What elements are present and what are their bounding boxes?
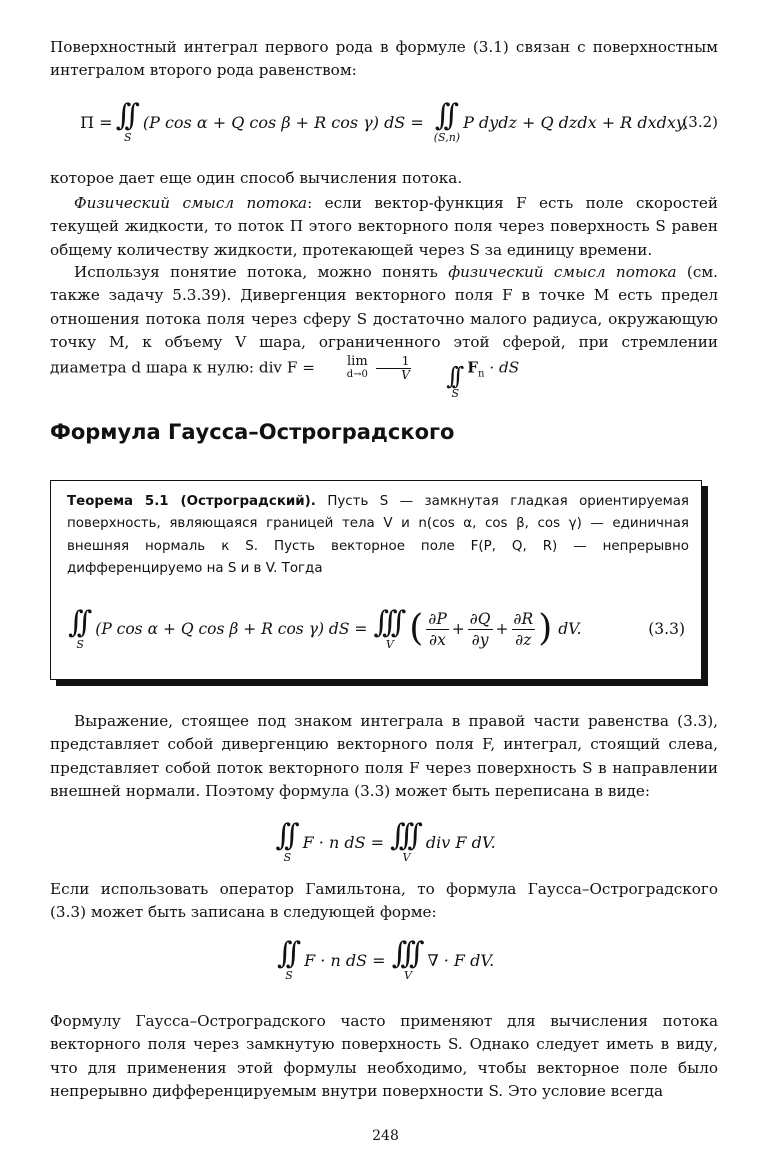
section-heading: Формула Гаусса–Остроградского bbox=[50, 420, 455, 444]
double-integral-icon: ∫∫ (S,n) bbox=[433, 98, 461, 144]
theorem-body: Пусть S — замкнутая гладкая ориентируемая поверхность, являющаяся границей тела V и n(cos α, cos β, cos γ) — единичная внешняя нормаль к S. Пусть векторное поле F(P, Q, R) — непрерывно дифференцируемо на S и в V. Тогда bbox=[67, 494, 689, 577]
eqnabla-sub-v: V bbox=[404, 969, 412, 982]
frac-den: V bbox=[401, 367, 410, 382]
d1-num: ∂P bbox=[428, 609, 447, 628]
eq33-triple-sub: V bbox=[385, 638, 394, 651]
triple-integral-icon: ∫∫∫ V bbox=[391, 936, 418, 982]
eq32-lhs: Π = bbox=[80, 112, 113, 132]
equation-divergence bbox=[50, 812, 718, 872]
d1-den: ∂x bbox=[429, 630, 446, 649]
eqdiv-sub-v: V bbox=[402, 851, 411, 864]
div-integrand: F bbox=[467, 358, 479, 377]
frac-num: 1 bbox=[376, 355, 412, 369]
eq32-number: (3.2) bbox=[682, 113, 718, 131]
div-integrand-sub: n bbox=[478, 368, 485, 380]
hamilton-paragraph: Если использовать оператор Гамильтона, то формула Гаусса–Остроградского (3.3) может быть записана в следующей форме: bbox=[50, 880, 718, 922]
right-paren: ) bbox=[538, 608, 553, 649]
theorem-box bbox=[50, 480, 702, 680]
d3-num: ∂R bbox=[513, 609, 534, 628]
d3-den: ∂z bbox=[515, 630, 532, 649]
equation-3-2 bbox=[50, 92, 718, 152]
theorem-text bbox=[67, 491, 689, 581]
eq32-int2-sub: (S,n) bbox=[433, 131, 461, 144]
eq32-integrand1: (P cos α + Q cos β + R cos γ) dS = bbox=[142, 112, 424, 132]
triple-integral-icon: ∫∫∫ V bbox=[373, 605, 400, 651]
lim-label: lim bbox=[347, 354, 368, 370]
page-number: 248 bbox=[372, 1128, 399, 1144]
physical-meaning-paragraph bbox=[50, 192, 718, 262]
divergence-term: физический смысл потока bbox=[448, 263, 677, 281]
equation-nabla bbox=[50, 930, 718, 990]
eq33-int-sub: S bbox=[76, 638, 84, 651]
one-over-v-fraction bbox=[376, 355, 412, 382]
limit-operator bbox=[323, 355, 368, 381]
divergence-before: Используя понятие потока, можно понять bbox=[74, 263, 449, 281]
double-integral-icon: ∫∫ S bbox=[422, 364, 464, 400]
eqdiv-sub-s: S bbox=[283, 851, 292, 864]
eq33-number: (3.3) bbox=[648, 620, 685, 638]
eq32-int1-sub: S bbox=[123, 131, 132, 144]
lim-sub: d→0 bbox=[346, 369, 368, 381]
left-paren: ( bbox=[409, 608, 424, 649]
intro-paragraph: Поверхностный интеграл первого рода в формуле (3.1) связан с поверхностным интегралом второго рода равенством: bbox=[50, 38, 718, 80]
divergence-after: (см. также задачу 5.3.39). Дивергенция векторного поля F в точке M есть предел отношения потока поля через сферу S достаточно малого радиуса, окружающую точку M, к объему V шара, ограниченного этой сферой, при стремлении диаметра d шара к нулю: div F = bbox=[50, 263, 718, 377]
div-int-sub: S bbox=[451, 387, 459, 401]
physical-meaning-term: Физический смысл потока bbox=[74, 194, 308, 212]
partial-r-fraction bbox=[512, 609, 536, 650]
double-integral-icon: ∫∫ S bbox=[276, 936, 295, 982]
eqdiv-rhs: div F dV. bbox=[425, 832, 496, 852]
eqnabla-rhs: ∇ · F dV. bbox=[427, 950, 495, 970]
eq33-tail: dV. bbox=[558, 620, 582, 638]
div-integrand-tail: · dS bbox=[489, 358, 520, 377]
triple-integral-icon: ∫∫∫ V bbox=[390, 818, 416, 864]
divergence-paragraph bbox=[50, 261, 718, 400]
physical-meaning-text: : если вектор-функция F есть поле скоростей текущей жидкости, то поток Π этого векторного поля через поверхность S равен общему количеству жидкости, протекающей через S за единицу времени. bbox=[50, 194, 718, 259]
closing-paragraph: Формулу Гаусса–Остроградского часто применяют для вычисления потока векторного поля через замкнутую поверхность S. Однако следует иметь в виду, что для применения этой формулы необходимо, чтобы векторное поле было непрерывно дифференцируемым внутри поверхности S. Это условие всегда bbox=[50, 1012, 718, 1101]
theorem-title: Теорема 5.1 (Остроградский). bbox=[67, 494, 316, 509]
eqdiv-lhs: F · n dS = bbox=[302, 832, 385, 852]
plus-sign: + bbox=[495, 620, 509, 638]
d2-den: ∂y bbox=[471, 630, 489, 649]
partial-p-fraction bbox=[426, 609, 448, 650]
eq33-integrand: (P cos α + Q cos β + R cos γ) dS = bbox=[95, 620, 368, 638]
double-integral-icon: ∫∫ S bbox=[115, 98, 133, 144]
after-eq32-text: которое дает еще один способ вычисления потока. bbox=[50, 169, 463, 187]
eqnabla-lhs: F · n dS = bbox=[304, 950, 386, 970]
eqnabla-sub-s: S bbox=[285, 969, 293, 982]
plus-sign: + bbox=[451, 620, 465, 638]
partial-q-fraction bbox=[468, 609, 493, 650]
expression-paragraph: Выражение, стоящее под знаком интеграла в правой части равенства (3.3), представляет собой дивергенцию векторного поля F, интеграл, стоящий слева, представляет собой поток векторного поля F через поверхность S в направлении внешней нормали. Поэтому формула (3.3) может быть переписана в виде: bbox=[50, 712, 718, 801]
double-integral-icon: ∫∫ S bbox=[275, 818, 293, 864]
double-integral-icon: ∫∫ S bbox=[68, 605, 86, 651]
d2-num: ∂Q bbox=[469, 609, 491, 628]
eq32-integrand2: P dydz + Q dzdx + R dxdxy, bbox=[463, 112, 688, 132]
equation-3-3 bbox=[65, 593, 689, 665]
